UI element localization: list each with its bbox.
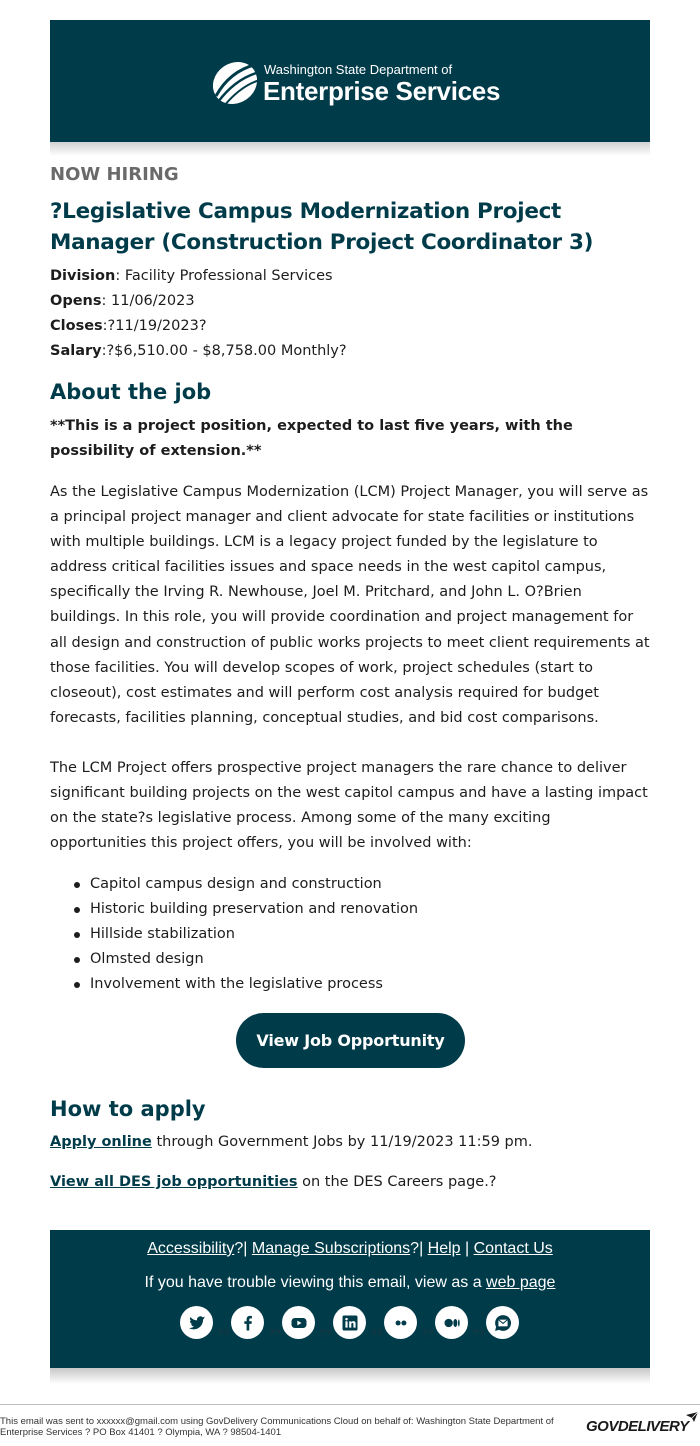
list-item: Capitol campus design and construction [50,872,650,897]
manage-subscriptions-link[interactable]: Manage Subscriptions [251,1240,411,1257]
logo-big-text: Enterprise Services [263,76,501,106]
sent-to-disclaimer: This email was sent to xxxxxx@gmail.com using GovDelivery Communications Cloud on behalf of: Washington State Department of Enterprise Services ? PO Box 41401 ? Olympia, WA ? 98504-1401 [0,1416,554,1438]
footer [50,1230,650,1368]
youtube-icon[interactable] [282,1306,315,1339]
closes-label: Closes [50,318,103,334]
social-separator: ?? [370,1328,383,1340]
footer-links [50,1238,650,1260]
salary-label: Salary [50,343,102,359]
govdelivery-envelope-icon [685,1412,699,1423]
accessibility-link[interactable]: Accessibility [147,1240,235,1257]
salary-value: :?$6,510.00 - $8,758.00 Monthly? [101,343,347,359]
list-item: Involvement with the legislative process [50,972,650,997]
closes-value: :?11/19/2023? [102,318,207,334]
footer-separator: ?| [234,1240,252,1257]
medium-icon[interactable] [435,1306,468,1339]
closes-row [50,314,650,339]
list-item: Olmsted design [50,947,650,972]
opportunities-list [50,872,650,997]
header-shadow [50,142,650,156]
facebook-icon[interactable] [231,1306,264,1339]
view-job-opportunity-button[interactable]: View Job Opportunity [236,1013,465,1068]
footer-separator: ?| [410,1240,428,1257]
web-page-link[interactable]: web page [486,1274,556,1291]
division-label: Division [50,268,116,284]
opens-label: Opens [50,293,102,309]
linkedin-icon[interactable] [333,1306,366,1339]
view-as-web-page [50,1272,650,1294]
view-as-text: If you have trouble viewing this email, view as a [144,1274,487,1291]
header-banner [50,20,650,142]
twitter-icon[interactable] [180,1306,213,1339]
social-separator: ?? [472,1328,485,1340]
now-hiring-label: NOW HIRING [50,164,179,185]
apply-online-link[interactable]: Apply online [50,1134,152,1150]
des-logo-swoosh-icon [208,56,262,108]
social-separator: ?? [319,1328,332,1340]
division-value: : Facility Professional Services [115,268,333,284]
logo-small-text: Washington State Department of [264,62,453,77]
footer-shadow [50,1368,650,1384]
apply-online-line [50,1130,533,1155]
flickr-icon[interactable] [384,1306,417,1339]
list-item: Historic building preservation and renovation [50,897,650,922]
job-facts [50,264,650,364]
division-row [50,264,650,289]
contact-us-link[interactable]: Contact Us [473,1240,553,1257]
view-all-jobs-line [50,1170,497,1195]
social-separator: ?? [421,1328,434,1340]
how-to-apply-heading: How to apply [50,1097,206,1121]
job-title: ?Legislative Campus Modernization Project Manager (Construction Project Coordinator 3) [50,199,594,255]
list-item: Hillside stabilization [50,922,650,947]
about-heading: About the job [50,380,212,404]
help-link[interactable]: Help [427,1240,461,1257]
des-logo[interactable] [208,56,508,108]
view-all-jobs-text: on the DES Careers page.? [297,1174,497,1190]
opens-row [50,289,650,314]
bottom-divider [0,1404,700,1405]
apply-online-text: through Government Jobs by 11/19/2023 11:59 pm. [151,1134,533,1150]
social-separator: ?? [268,1328,281,1340]
opens-value: : 11/06/2023 [101,293,195,309]
view-all-jobs-link[interactable]: View all DES job opportunities [50,1174,298,1190]
about-paragraph-2: The LCM Project offers prospective project managers the rare chance to deliver significant building projects on the west capitol campus and have a lasting impact on the state?s legislative process. Among some of the many exciting opportunities this project offers, you will be involved with: [50,760,648,852]
footer-separator: | [460,1240,474,1257]
salary-row [50,339,650,364]
about-paragraph-1: As the Legislative Campus Modernization (LCM) Project Manager, you will serve as a principal project manager and client advocate for state facilities or institutions with multiple buildings. LCM is a legacy project funded by the legislature to address critical facilities issues and space needs in the west capitol campus, specifically the Irving R. Newhouse, Joel M. Pritchard, and John L. O?Brien buildings. In this role, you will provide coordination and project management for all design and construction of public works projects to meet client requirements at those facilities. You will develop scopes of work, project schedules (start to closeout), cost estimates and will perform cost analysis required for budget forecasts, facilities planning, conceptual studies, and bid cost comparisons. [50,484,650,726]
social-separator: ?? [217,1328,230,1340]
govdelivery-logo[interactable]: GOVDELIVERY [586,1418,689,1435]
project-note: **This is a project position, expected to last five years, with the possibility of extension.** [50,418,573,459]
email-icon[interactable] [486,1306,519,1339]
